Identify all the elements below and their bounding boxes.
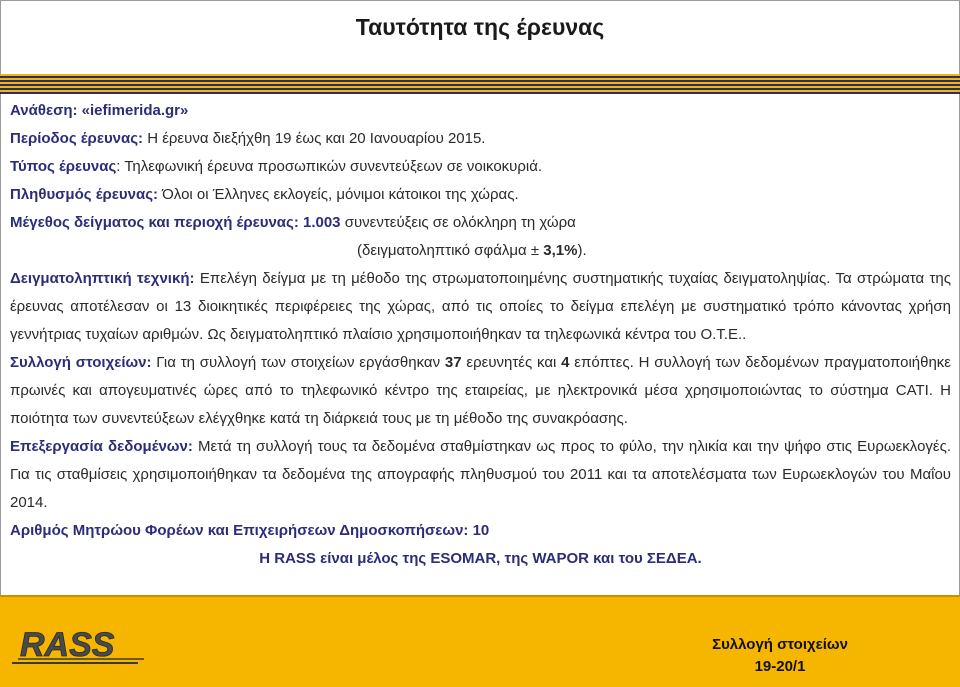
footer-bar (0, 595, 960, 687)
survey-details (10, 97, 951, 573)
footer-note-line2: 19-20/1 (754, 658, 806, 675)
collection-text-2: ερευνητές και (461, 354, 562, 371)
population-label: Πληθυσμός έρευνας: (10, 186, 159, 203)
period-label: Περίοδος έρευνας: (10, 130, 144, 147)
processing-label: Επεξεργασία δεδομένων: (10, 438, 193, 455)
technique-label: Δειγματοληπτική τεχνική: (10, 270, 195, 287)
footer-note-line1: Συλλογή στοιχείων (712, 636, 848, 653)
processing-paragraph (10, 433, 951, 517)
decorative-stripe-band (0, 74, 960, 94)
type-line (10, 153, 951, 181)
type-text: : Τηλεφωνική έρευνα προσωπικών συνεντεύξεων σε νοικοκυριά. (116, 158, 543, 175)
assignment-label: Ανάθεση: «iefimerida.gr» (10, 102, 189, 119)
technique-paragraph (10, 265, 951, 349)
sample-line (10, 209, 951, 237)
technique-text: Επελέγη δείγμα με τη μέθοδο της στρωματοποιημένης συστηματικής τυχαίας δειγματοληψίας. Τα στρώματα της έρευνας αποτέλεσαν οι 13 διοικητικές περιφέρειες της χώρας, από τις οποίες το δείγμα επελέγη με συστηματικό τρόπο κάνοντας χρήση γεννήτριας τυχαίων αριθμών. Ως δειγματοληπτικό πλαίσιο χρησιμοποιήθηκαν τα τηλεφωνικά κέντρα του Ο.Τ.Ε.. (10, 270, 951, 343)
processing-text: Μετά τη συλλογή τους τα δεδομένα σταθμίστηκαν ως προς το φύλο, την ηλικία και την ψήφο στις Ευρωεκλογές. Για τις σταθμίσεις χρησιμοποιήθηκαν τα δεδομένα της απογραφής πληθυσμού του 2011 και τα αποτελέσματα των Ευρωεκλογών του Μαΐου 2014. (10, 438, 951, 511)
logo-text: RASS (20, 626, 115, 664)
registry-line: Αριθμός Μητρώου Φορέων και Επιχειρήσεων Δημοσκοπήσεων: 10 (10, 522, 490, 539)
collection-supervisors: 4 (561, 354, 570, 371)
error-value: 3,1% (543, 242, 578, 259)
footer-note (690, 634, 870, 678)
type-label: Τύπος έρευνας (10, 158, 117, 175)
error-suffix: ). (577, 242, 587, 259)
sample-text: συνεντεύξεις σε ολόκληρη τη χώρα (340, 214, 576, 231)
sample-label: Μέγεθος δείγματος και περιοχή έρευνας: (10, 214, 299, 231)
page-title: Ταυτότητα της έρευνας (355, 14, 605, 40)
rass-logo (8, 625, 148, 669)
assignment-line (10, 97, 951, 125)
error-line (10, 237, 951, 265)
collection-researchers: 37 (444, 354, 462, 371)
period-text: Η έρευνα διεξήχθη 19 έως και 20 Ιανουαρίου 2015. (143, 130, 486, 147)
collection-label: Συλλογή στοιχείων: (10, 354, 152, 371)
error-prefix: (δειγματοληπτικό σφάλμα ± (357, 242, 544, 259)
collection-paragraph (10, 349, 951, 433)
sample-number: 1.003 (298, 214, 341, 231)
collection-text-1: Για τη συλλογή των στοιχείων εργάσθηκαν (151, 354, 445, 371)
population-text: Όλοι οι Έλληνες εκλογείς, μόνιμοι κάτοικοι της χώρας. (158, 186, 519, 203)
population-line (10, 181, 951, 209)
period-line (10, 125, 951, 153)
membership-line: Η RASS είναι μέλος της ESOMAR, της WAPOR και του ΣΕΔΕΑ. (259, 550, 702, 567)
collection-text-3: επόπτες. Η συλλογή των δεδομένων πραγματοποιήθηκε πρωινές και απογευματινές ώρες από το τηλεφωνικό κέντρο της εταιρείας, με ηλεκτρονικά μέσα χρησιμοποιώντας το σύστημα CATI. Η ποιότητα των συνεντεύξεων ελέγχθηκε κατά τη διάρκειά τους με τη μέθοδο της συνακρόασης. (10, 354, 951, 427)
